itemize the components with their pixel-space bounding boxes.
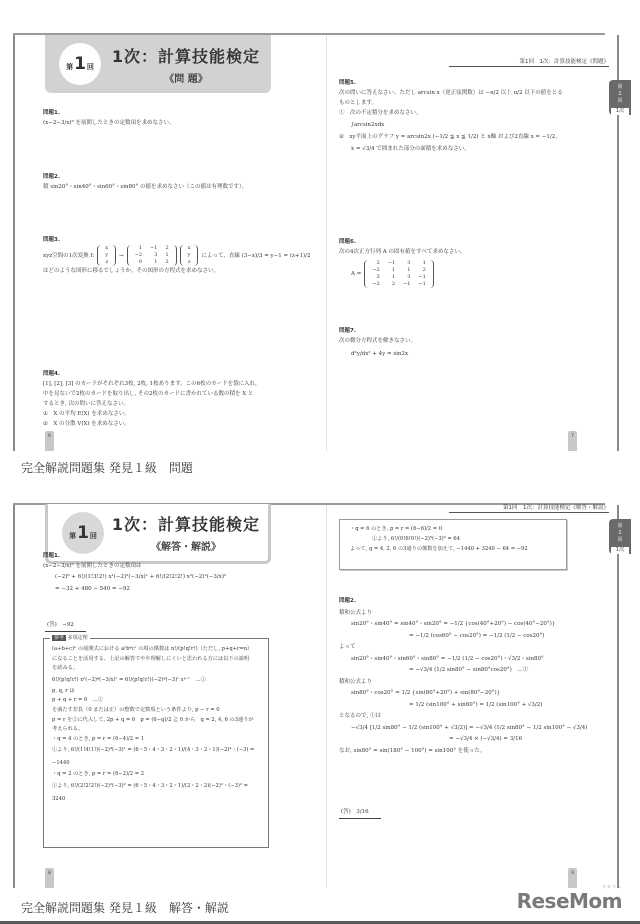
solution-text: (x−2−3/x)⁶ を展開したときの定数項は — [43, 563, 142, 569]
problem-1 — [43, 108, 175, 128]
round-badge — [62, 512, 104, 554]
problem-2 — [43, 172, 247, 192]
banner-title-block — [104, 512, 268, 553]
problems-left-page — [15, 35, 326, 451]
problem-subquestion: ① X の平均 E(X) を求めなさい。 — [43, 411, 130, 417]
problem-text: 次の微分方程式を解きなさい。 — [339, 338, 417, 344]
integral-formula: ∫arcsin2xdx — [351, 122, 385, 128]
matrix-a-line: A = 2 −1 3 1 −2 1 1 2 3 1 3 −1 −2 2 −1 −1 — [339, 260, 465, 288]
spread-caption: 完全解説問題集 発見１級 問題 — [21, 461, 193, 475]
logo-ruby: リセマム — [602, 884, 622, 889]
problem-text: 中を見ないで2枚のカードを取り出し, その2枚のカードに書かれている数の積を X と — [43, 391, 254, 397]
round-suffix: 回 — [89, 531, 97, 540]
page-number: 6 — [45, 431, 54, 451]
problem-label: 問題1. — [43, 110, 60, 116]
problem-formula-line: xyz空間の1次変換 f: x y z → 1 −1 2 −2 3 1 0 1 2 x y z によって、直線 (3−x)/3 = y−1 = (z+1)/2 — [43, 245, 311, 265]
problem-label: 問題1. — [43, 553, 60, 559]
page-number: 9 — [568, 868, 577, 888]
differential-equation: d²y/dx² + 4y = sin2x — [351, 351, 409, 357]
chapter-subtitle: 《問 題》 — [164, 73, 208, 85]
page-number: 8 — [45, 868, 54, 888]
problem-text: x = √3/4 で囲まれた部分の面積を求めなさい。 — [351, 146, 470, 152]
problem-3 — [43, 235, 311, 276]
answers-left-page — [15, 505, 326, 888]
solution-formula: (−2)⁶ + 6!/(1!3!2!) x¹(−2)³(−3/x)¹ + 6!/(2!2!2!) x²(−2)²(−3/x)² — [55, 574, 227, 580]
problem-label: 問題4. — [43, 371, 60, 377]
running-head: 第1回 1次：計算技能検定《解答・解説》 — [449, 503, 609, 513]
reference-tag: 参考 — [54, 635, 65, 641]
answers-right-page — [327, 505, 625, 888]
problem-label: 問題2. — [43, 174, 60, 180]
problem-text: するとき, 次の問いに答えなさい。 — [43, 401, 129, 407]
problem-subquestion: ② xy平面上のグラフ y = arcsin2x (−1/2 ≦ x ≦ 1/2) と x軸 および2直線 x = −1/2, — [339, 134, 557, 140]
problem-text: 次の問いに答えなさい。ただし arcsin x（逆正弦関数）は −π/2 以上 π/2 以下の値をとる — [339, 90, 563, 96]
problem-text: (x−2−3/x)⁶ を展開したときの定数項を求めなさい。 — [43, 120, 175, 126]
problem-text: [1], [2], [3] のカードがそれぞれ3枚, 2枚, 1枚あります。この6枚のカードを袋に入れ, — [43, 381, 257, 387]
problem-label: 問題2. — [339, 598, 356, 604]
problem-7 — [339, 326, 416, 359]
round-prefix: 第 — [69, 531, 77, 540]
problem-4 — [43, 369, 257, 429]
banner-title-block — [101, 44, 271, 85]
matrix-xyz-vector: x y z — [97, 245, 116, 266]
chapter-side-tab[interactable]: 第 1 回 1次 — [609, 80, 631, 115]
matrix-xyz-vector: x y z — [180, 245, 199, 266]
problem-text: 次の4次正方行列 A の固有値をすべて求めなさい。 — [339, 249, 466, 255]
problem-label: 問題6. — [339, 239, 356, 245]
logo-text: ReseMom — [516, 889, 622, 913]
problem-5 — [339, 78, 563, 156]
problem-label: 問題5. — [339, 80, 356, 86]
round-number: 1 — [77, 522, 89, 543]
answer-problem-1 — [43, 551, 226, 594]
solution-formula: = −32 + 480 − 540 = −92 — [55, 586, 130, 592]
spread-caption: 完全解説問題集 発見１級 解答・解説 — [21, 901, 229, 915]
reference-box: 参考 多項定理 (a+b+c)ⁿ の展開式における aᵖbᵠcʳ の項の係数は n!/(p!q!r!)（ただし, p+q+r=n） になることを活用する。上記の解答でやや理解しにくいと思われる方には以下の説明 を読みる。 6!/(p!q!r!) xᵖ(−2)ᵠ(−3/x)ʳ = 6!/(p!q!r!)(−2)ᵠ(−3)ʳ xᵖ⁻ʳ …① p, q, r は p + q + r = 6 …② を満たす非負（0 または正）の整数で定数項という条件より, p − r = 0 p = r を②に代入して, 2p + q = 6 p = (6−q)/2 ≧ 0 から q = 2, 4, 6 の3通りが 考えられる。 ・q = 4 のとき, p = r = (6−4)/2 = 1 ①より, 6!/(1!4!1!)(−2)⁴(−3)¹ = (6・5・4・3・2・1)/(4・3・2・1)(−2)⁴・(−3) = −1440 ・q = 2 のとき, p = r = (6−2)/2 = 2 ①より, 6!/(2!2!2!)(−2)²(−3)² = (6・5・4・3・2・1)/(2・2・2)(−2)²・(−3)² = 3240 — [43, 638, 269, 848]
problem-text: はどのような図形に移るでしょうか。その図形の方程式を求めなさい。 — [43, 268, 219, 274]
chapter-banner — [45, 35, 271, 93]
transformation-matrix: 1 −1 2 −2 3 1 0 1 2 — [127, 245, 177, 266]
problem-text: によって、直線 (3−x)/3 = y−1 = (z+1)/2 — [201, 252, 311, 259]
chapter-title: 1次：計算技能検定 — [111, 46, 261, 66]
reference-title: 多項定理 — [67, 635, 88, 641]
continued-reference-box: ・q = 6 のとき, p = r = (6−6)/2 = 0 ①より, 6!/(0!6!0!)(−2)⁶(−3)⁰ = 64 よって, q = 4, 2, 6 の3通りの係数を加えて, −1440 + 3240 − 64 = −92 — [339, 519, 567, 570]
problems-right-page — [327, 35, 625, 451]
problems-spread — [13, 33, 625, 451]
chapter-subtitle: 《解答・解説》 — [151, 542, 221, 553]
round-badge — [59, 43, 101, 85]
problem-6 — [339, 237, 465, 288]
problem-text: xyz空間の1次変換 f: — [43, 252, 95, 259]
chapter-title: 1次：計算技能検定 — [111, 515, 261, 534]
problem-subquestion: ① 次の不定積分を求めなさい。 — [339, 110, 422, 116]
round-suffix: 回 — [86, 63, 94, 71]
page-edge-right — [617, 505, 619, 888]
running-head: 第1回 1次：計算技能検定《問題》 — [449, 57, 609, 67]
round-prefix: 第 — [66, 63, 74, 71]
page-number: 7 — [568, 431, 577, 451]
problem-text: ものとします。 — [339, 100, 378, 106]
reference-label — [50, 634, 90, 644]
problem-label: 問題7. — [339, 328, 356, 334]
problem-label: 問題3. — [43, 237, 60, 243]
chapter-side-tab[interactable]: 第 1 回 1次 — [609, 519, 631, 554]
matrix-a: 2 −1 3 1 −2 1 1 2 3 1 3 −1 −2 2 −1 −1 — [364, 260, 434, 288]
final-answer: (答) −92 — [45, 620, 86, 632]
resemom-logo — [516, 884, 622, 913]
problem-text: 積 sin20°・sin40°・sin60°・sin80° の値を求めなさい（この値は有理数です）。 — [43, 184, 248, 190]
final-answer: (答) 3/16 — [339, 807, 381, 819]
problem-subquestion: ② X の分散 V(X) を求めなさい。 — [43, 421, 130, 427]
answer-problem-2: 問題2. 積和公式より sin20°・sin40° = sin40°・sin20° = −1/2 {cos(40°+20°) − cos(40°−20°)} = −1/2 (cos60° − cos20°) = −1/2 (1/2 − cos20°) よって sin20°・sin40°・sin60°・sin80° = −1/2 (1/2 − cos20°)・√3/2・sin80° = −√3/4 (1/2 sin80° − sin80°cos20°) …① 積和公式より sin80°・cos20° = 1/2 {sin(80°+20°) + sin(80°−20°)} = 1/2 (sin100° + sin60°) = 1/2 (sin100° + √3/2) となるので, ①は −√3/4 [1/2 sin80° − 1/2 (sin100° + √3/2)] = −√3/4 (1/2 sin80° − 1/2 sin100° − √3/4) = −√3/4 × (−√3/4) = 3/16 なお, sin80° = sin(180° − 100°) = sin100° を使った。 — [339, 598, 588, 754]
round-number: 1 — [74, 54, 86, 74]
